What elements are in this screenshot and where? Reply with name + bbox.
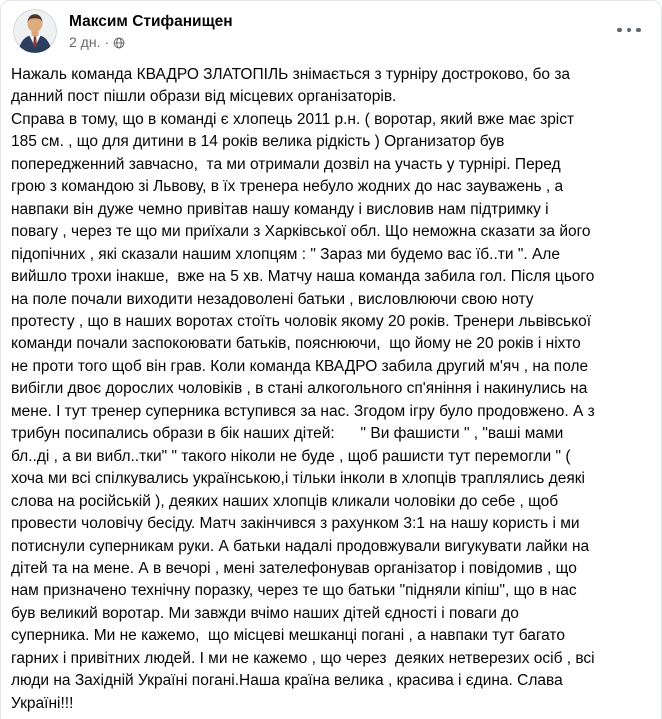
ellipsis-icon xyxy=(627,28,632,33)
post-text-line: данний пост пішли образи від місцевих організаторів. xyxy=(11,88,397,106)
post-text-line: суперника. Ми не кажемо, що місцеві мешканці погані , а навпаки тут багато xyxy=(11,627,565,645)
post-text-line: підопічних , які сказали нашим хлопцям : " Зараз ми будемо вас їб..ти ". Але xyxy=(11,245,560,263)
post-text-line: потиснули суперникам руки. А батьки надалі продовжували вигукувати лайки на xyxy=(11,537,590,555)
post-timestamp[interactable]: 2 дн. xyxy=(69,34,101,50)
post-text-line: команди почали заспокоювати батьків, пояснюючи, що йому не 20 років і ніхто xyxy=(11,335,581,353)
post-header xyxy=(1,1,661,53)
post-text-line: Справа в тому, що в команді є хлопець 2011 р.н. ( воротар, який вже має зріст xyxy=(11,110,575,128)
post-text-line: не проти того щоб він грав. Коли команда КВАДРО забила другий м'яч , на поле xyxy=(11,357,589,375)
post-text-line: хоча ми всі спілкувались українською,і тільки інколи в хлопців траплялись деякі xyxy=(11,470,585,488)
post-text-line: нам призначено технічну поразку, через те що батьки "підняли кіпіш", що в нас xyxy=(11,582,577,600)
post-text xyxy=(1,64,661,715)
post-text-line: мене. І тут тренер суперника вступився за нас. Згодом ігру було продовжено. А з xyxy=(11,402,595,420)
more-options-button[interactable] xyxy=(611,18,647,42)
post-text-line: Нажаль команда КВАДРО ЗЛАТОПІЛЬ знімається з турніру достроково, бо за xyxy=(11,66,571,83)
post-text-line: вибігли двоє дорослих чоловіків , в стані алкогольного сп'яніння і накинулись на xyxy=(11,380,588,398)
post-text-line: слова на російській ), деяких наших хлопців кликали чоловіки до себе , щоб xyxy=(11,492,559,510)
post-text-line: люди на Західній Україні погані.Наша країна велика , красива і єдина. Слава xyxy=(11,672,563,690)
post-text-line: повагу , через те що ми приїхали з Харківської обл. Що неможна сказати за його xyxy=(11,223,591,241)
avatar[interactable] xyxy=(13,9,57,53)
post-text-line: грою з командою зі Львову, в їх тренера небуло жодних до нас зауважень , а xyxy=(11,178,564,196)
ellipsis-icon xyxy=(636,28,641,33)
globe-icon xyxy=(113,37,125,49)
ellipsis-icon xyxy=(617,28,622,33)
post-text-line: на поле почали виходити незадоволені батьки , висловлюючи свою ноту xyxy=(11,290,534,308)
post-text-line: дітей та на мене. А в вечорі , мені зателефонував організатор і повідомив , що xyxy=(11,559,577,577)
meta-separator: · xyxy=(104,34,110,50)
post-text-line: Україні!!! xyxy=(11,694,74,712)
author-name[interactable]: Максим Стифанищен xyxy=(69,13,233,30)
post-text-line: був великий воротар. Ми завжди вчімо наших дітей єдності і поваги до xyxy=(11,604,519,622)
post-text-line: трибун посипались образи в бік наших дітей: " Ви фашисти " , "ваші мами xyxy=(11,425,564,443)
post-text-line: вийшло трохи інакше, вже на 5 хв. Матчу наша команда забила гол. Після цього xyxy=(11,268,595,286)
post-text-line: попередженний завчасно, та ми отримали дозвіл на участь у турнірі. Перед xyxy=(11,155,561,173)
post-meta xyxy=(69,33,233,51)
header-text xyxy=(69,9,233,51)
post-text-line: провести чоловічу бесіду. Матч закінчився з рахунком 3:1 на нашу користь і ми xyxy=(11,515,580,533)
post-text-line: бл..ді , а ви вибл..тки" " такого ніколи не буде , щоб рашисти тут перемогли " ( xyxy=(11,447,571,465)
post-text-line: гарних і привітних людей. І ми не кажемо , що через деяких нетверезих осіб , всі xyxy=(11,649,595,667)
post-text-line: навпаки він дуже чемно привітав нашу команду і висловив нам підтримку і xyxy=(11,200,549,218)
post-text-line: 185 см. , що для дитини в 14 років велика рідкість ) Организатор був xyxy=(11,133,505,151)
post-text-line: протесту , що в наших воротах стоїть чоловік якому 20 років. Тренери львівської xyxy=(11,312,592,330)
